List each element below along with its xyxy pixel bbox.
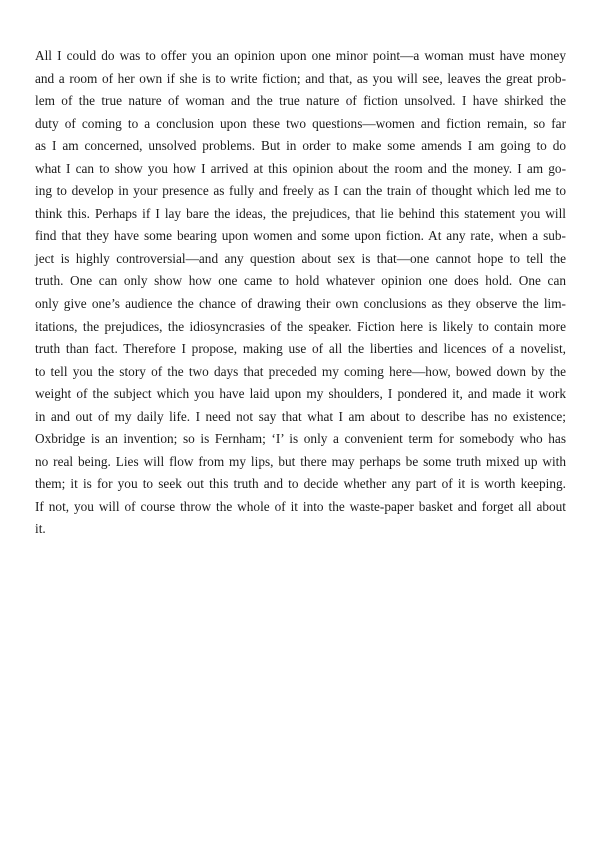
text-line: as I am concerned, unsolved problems. But in order to make some amends I am going to do <box>35 138 566 154</box>
text-line: duty of coming to a conclusion upon these two questions—women and fiction remain, so far <box>35 115 566 131</box>
text-line: it. <box>35 521 46 537</box>
text-line: to tell you the story of the two days that preceded my coming here—how, bowed down by the <box>35 363 566 379</box>
text-line: only give one’s audience the chance of drawing their own conclusions as they observe the lim- <box>35 296 566 312</box>
text-line: truth. One can only show how one came to hold whatever opinion one does hold. One can <box>35 273 566 289</box>
text-line: think this. Perhaps if I lay bare the ideas, the prejudices, that lie behind this statement you will <box>35 205 566 221</box>
body-paragraph <box>35 45 566 541</box>
text-line: weight of the subject which you have laid upon my shoulders, I pondered it, and made it work <box>35 386 566 402</box>
text-line: truth than fact. Therefore I propose, making use of all the liberties and licences of a novelist, <box>35 341 566 357</box>
text-line: Oxbridge is an invention; so is Fernham; ‘I’ is only a convenient term for somebody who has <box>35 431 566 447</box>
text-line: ing to develop in your presence as fully and freely as I can the train of thought which led me to <box>35 183 566 199</box>
text-line: ject is highly controversial—and any question about sex is that—one cannot hope to tell the <box>35 250 566 266</box>
text-line: If not, you will of course throw the whole of it into the waste-paper basket and forget all about <box>35 498 566 514</box>
text-line: find that they have some bearing upon women and some upon fiction. At any rate, when a sub- <box>35 228 566 244</box>
text-line: no real being. Lies will flow from my lips, but there may perhaps be some truth mixed up with <box>35 453 566 469</box>
text-line: in and out of my daily life. I need not say that what I am about to describe has no existence; <box>35 408 566 424</box>
text-line: what I can to show you how I arrived at this opinion about the room and the money. I am go- <box>35 160 566 176</box>
text-line: them; it is for you to seek out this truth and to decide whether any part of it is worth keeping. <box>35 476 566 492</box>
text-line: itations, the prejudices, the idiosyncrasies of the speaker. Fiction here is likely to contain more <box>35 318 566 334</box>
text-line: lem of the true nature of woman and the true nature of fiction unsolved. I have shirked the <box>35 93 566 109</box>
text-line: and a room of her own if she is to write fiction; and that, as you will see, leaves the great prob- <box>35 70 566 86</box>
text-line: All I could do was to offer you an opinion upon one minor point—a woman must have money <box>35 48 566 63</box>
